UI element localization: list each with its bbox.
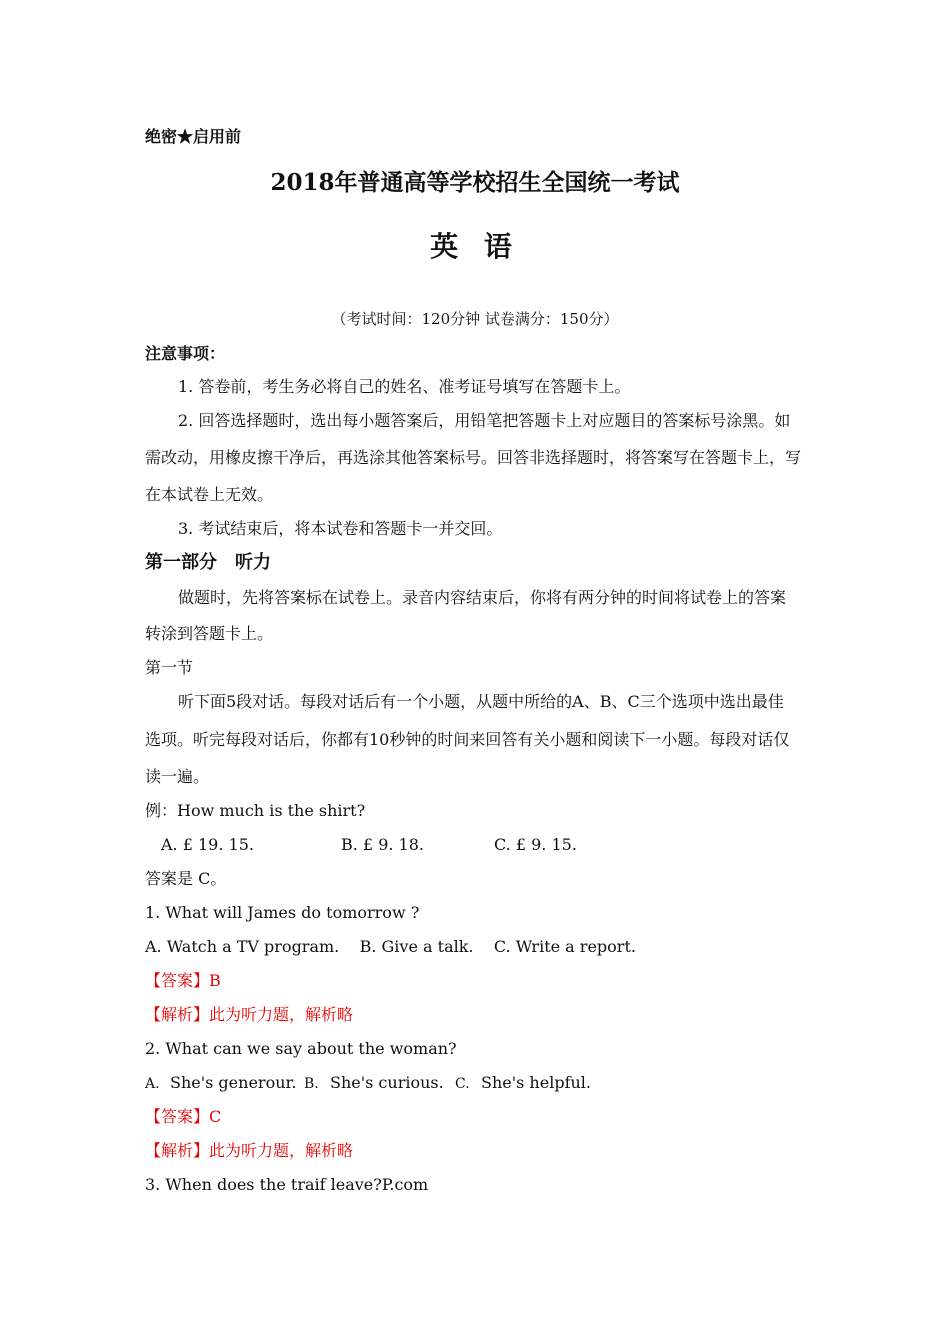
section1-label: 第一节 [145,658,194,677]
q2-option-b: She's curious. [330,1073,444,1092]
q2-analysis: 【解析】此为听力题，解析略 [145,1141,354,1160]
example-question: 例：How much is the shirt? [145,801,366,820]
example-answer: 答案是 C。 [145,869,227,888]
section1-line-3: 读一遍。 [145,767,210,786]
notice-item-2-line-2: 需改动，用橡皮擦干净后，再选涂其他答案标号。回答非选择题时，将答案写在答题卡上，写 [145,448,802,467]
q2-option-c-letter: C. [455,1076,470,1092]
notice-item-3: 3. 考试结束后，将本试卷和答题卡一并交回。 [178,519,503,538]
part1-intro-line-1: 做题时，先将答案标在试卷上。录音内容结束后，你将有两分钟的时间将试卷上的答案 [178,588,787,607]
notice-item-1: 1. 答卷前，考生务必将自己的姓名、准考证号填写在答题卡上。 [178,377,631,396]
notice-item-2-line-3: 在本试卷上无效。 [145,485,274,504]
q2-option-c: She's helpful. [481,1073,591,1092]
section1-line-1: 听下面5段对话。每段对话后有一个小题，从题中所给的A、B、C三个选项中选出最佳 [178,692,784,711]
part1-intro-line-2: 转涂到答题卡上。 [145,624,274,643]
section1-line-2: 选项。听完每段对话后，你都有10秒钟的时间来回答有关小题和阅读下一小题。每段对话仅 [145,730,790,749]
exam-info: （考试时间：120分钟 试卷满分：150分） [331,310,619,328]
q1-analysis: 【解析】此为听力题，解析略 [145,1005,354,1024]
secret-label: 绝密★启用前 [145,127,242,146]
q1-options: A. Watch a TV program. B. Give a talk. C. Write a report. [145,937,636,956]
q2-option-a: She's generour. [170,1073,297,1092]
q1-question: 1. What will James do tomorrow ? [145,903,420,922]
example-option-a: A. £ 19. 15. [161,835,254,854]
q1-answer: 【答案】B [145,971,221,990]
notice-item-2-line-1: 2. 回答选择题时，选出每小题答案后，用铅笔把答题卡上对应题目的答案标号涂黑。如 [178,411,791,430]
q2-answer: 【答案】C [145,1107,222,1126]
q2-option-b-letter: B. [304,1076,319,1092]
example-option-c: C. £ 9. 15. [494,835,577,854]
q3-question: 3. When does the traif leave?P.com [145,1175,429,1194]
part1-heading: 第一部分 听力 [145,552,271,573]
q2-question: 2. What can we say about the woman? [145,1039,457,1058]
subject-title: 英 语 [430,230,520,263]
exam-title: 2018年普通高等学校招生全国统一考试 [270,169,680,196]
q2-option-a-letter: A. [145,1076,160,1092]
example-option-b: B. £ 9. 18. [341,835,424,854]
notice-heading: 注意事项： [145,344,226,363]
